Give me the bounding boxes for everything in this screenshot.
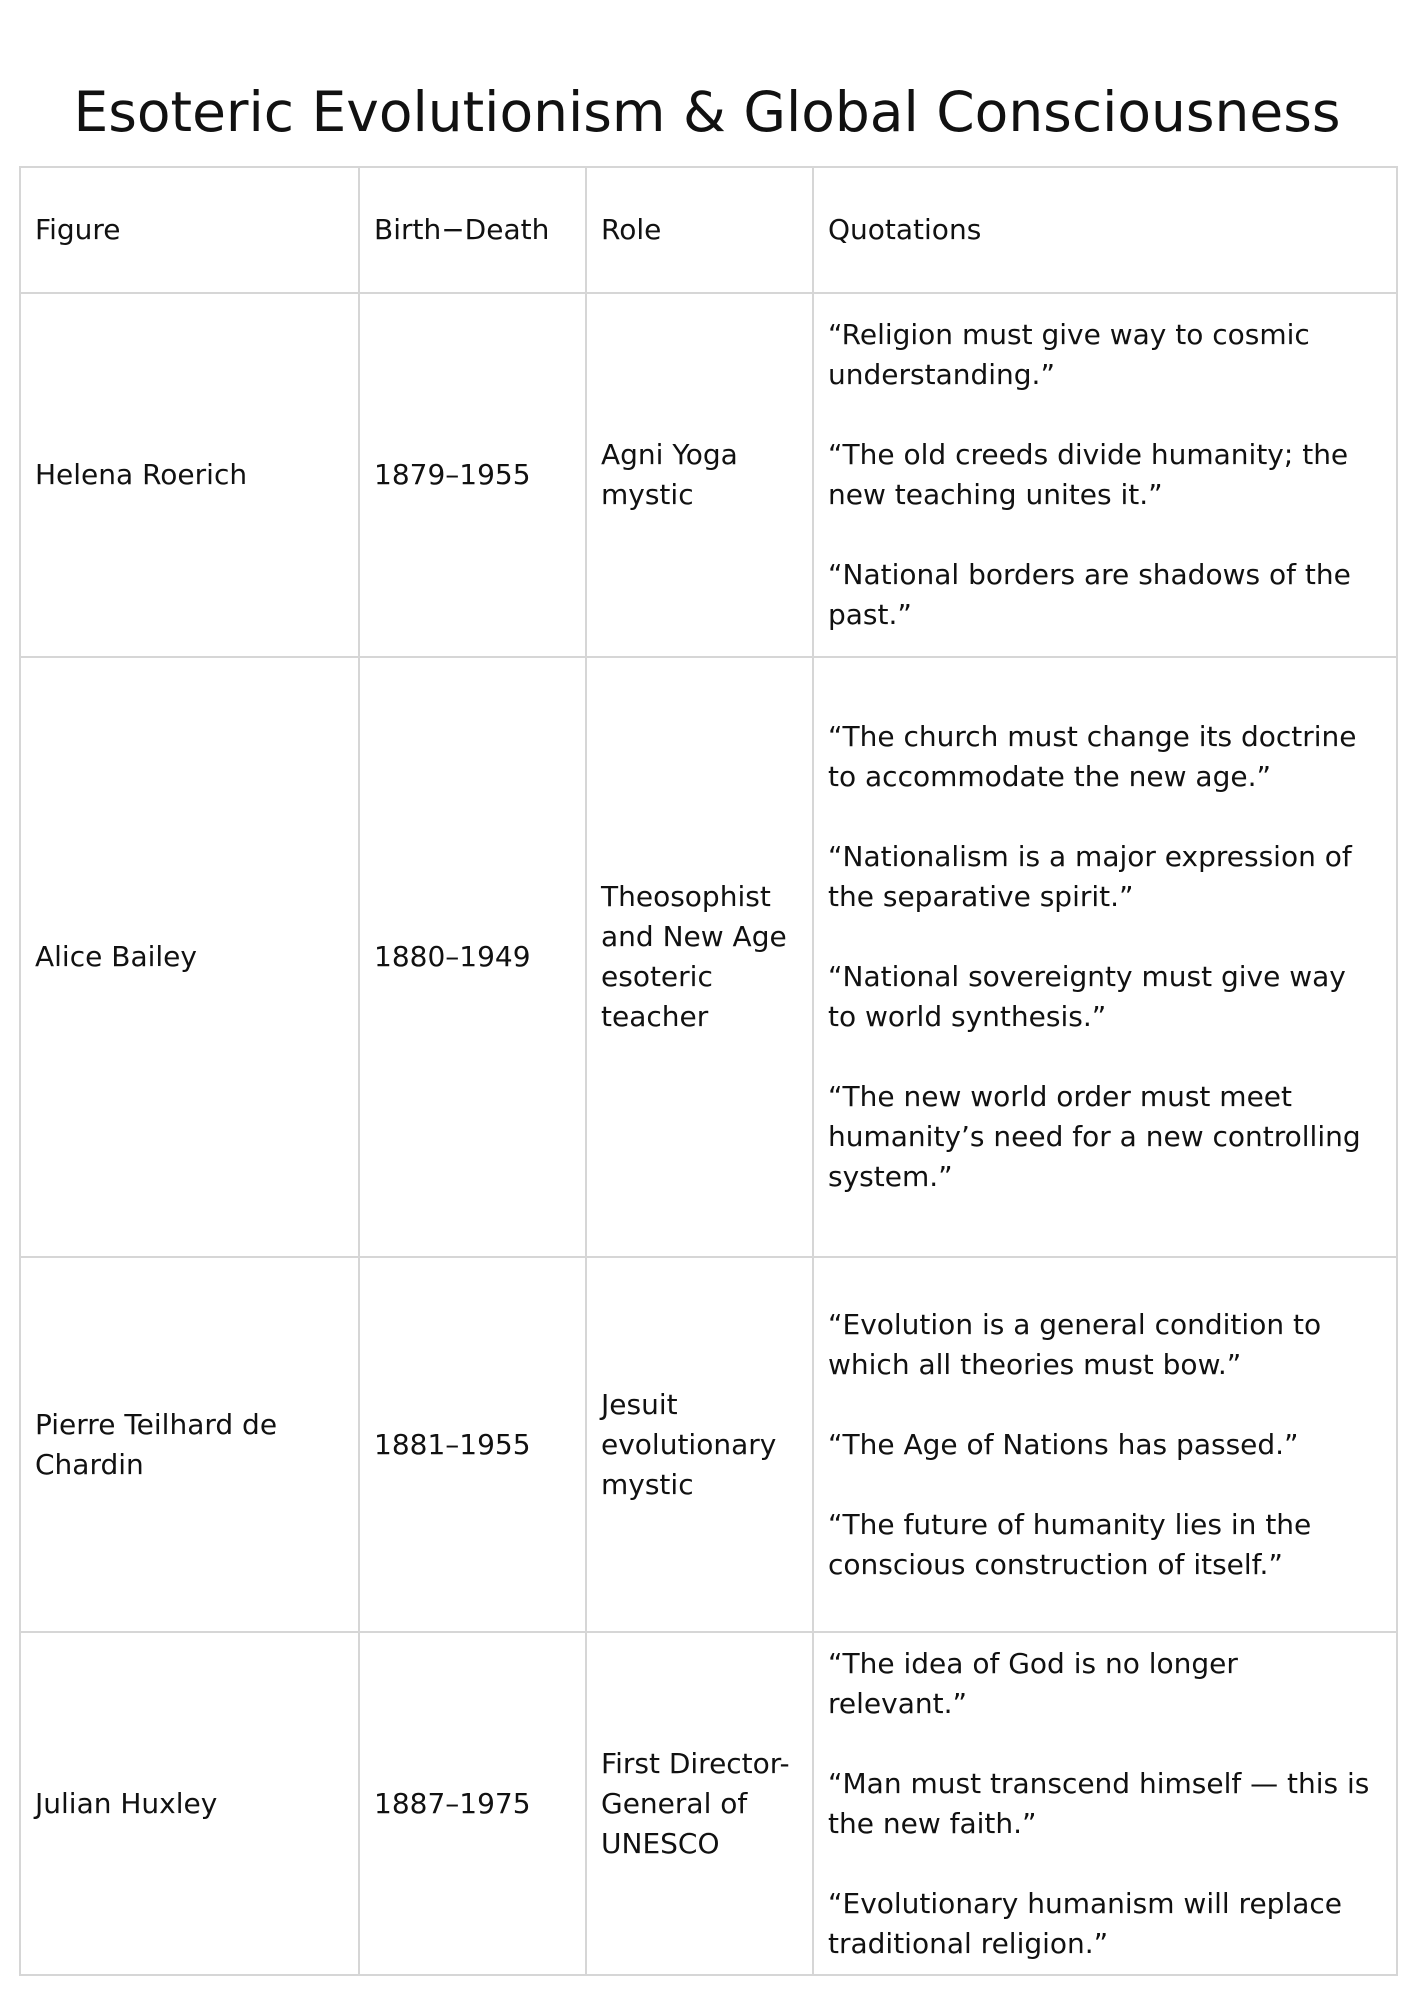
birth-death: 1880–1949	[359, 657, 586, 1257]
header-figure: Figure	[20, 167, 359, 293]
quotations-cell	[813, 657, 1397, 1257]
quote: “The Age of Nations has passed.”	[828, 1427, 1299, 1461]
table-row	[20, 293, 1397, 657]
table-header-row	[20, 167, 1397, 293]
quote: “Evolution is a general condition to which all theories must bow.”	[828, 1307, 1322, 1381]
quote: “The church must change its doctrine to accommodate the new age.”	[828, 720, 1357, 793]
quote: “The idea of God is no longer relevant.”	[828, 1646, 1238, 1720]
quote: “The future of humanity lies in the conscious construction of itself.”	[828, 1507, 1312, 1581]
quotations-cell	[813, 1632, 1397, 1975]
quote: “Religion must give way to cosmic understanding.”	[828, 318, 1310, 391]
quote: “Nationalism is a major expression of the separative spirit.”	[828, 840, 1352, 913]
page-title: Esoteric Evolutionism & Global Consciousness	[73, 80, 1341, 144]
header-birth-death: Birth−Death	[359, 167, 586, 293]
role: Agni Yoga mystic	[586, 293, 813, 657]
quote: “National borders are shadows of the past.”	[828, 558, 1351, 631]
table-row	[20, 1632, 1397, 1975]
figure-name: Helena Roerich	[20, 293, 359, 657]
quote: “Man must transcend himself — this is the new faith.”	[828, 1766, 1370, 1840]
role: Jesuit evolutionary mystic	[586, 1257, 813, 1632]
birth-death: 1879–1955	[359, 293, 586, 657]
quote: “National sovereignty must give way to world synthesis.”	[828, 960, 1346, 1033]
birth-death: 1887–1975	[359, 1632, 586, 1975]
table-row	[20, 657, 1397, 1257]
table-row	[20, 1257, 1397, 1632]
role: Theosophist and New Age esoteric teacher	[586, 657, 813, 1257]
figure-name: Alice Bailey	[20, 657, 359, 1257]
quotations-cell	[813, 1257, 1397, 1632]
role: First Director-General of UNESCO	[586, 1632, 813, 1975]
birth-death: 1881–1955	[359, 1257, 586, 1632]
figures-table	[19, 166, 1398, 1976]
figure-name: Pierre Teilhard de Chardin	[20, 1257, 359, 1632]
quotations-cell	[813, 293, 1397, 657]
quote: “Evolutionary humanism will replace traditional religion.”	[828, 1886, 1343, 1960]
quote: “The new world order must meet humanity’s need for a new controlling system.”	[828, 1080, 1361, 1193]
header-role: Role	[586, 167, 813, 293]
quote: “The old creeds divide humanity; the new teaching unites it.”	[828, 438, 1349, 511]
header-quotations: Quotations	[813, 167, 1397, 293]
figure-name: Julian Huxley	[20, 1632, 359, 1975]
